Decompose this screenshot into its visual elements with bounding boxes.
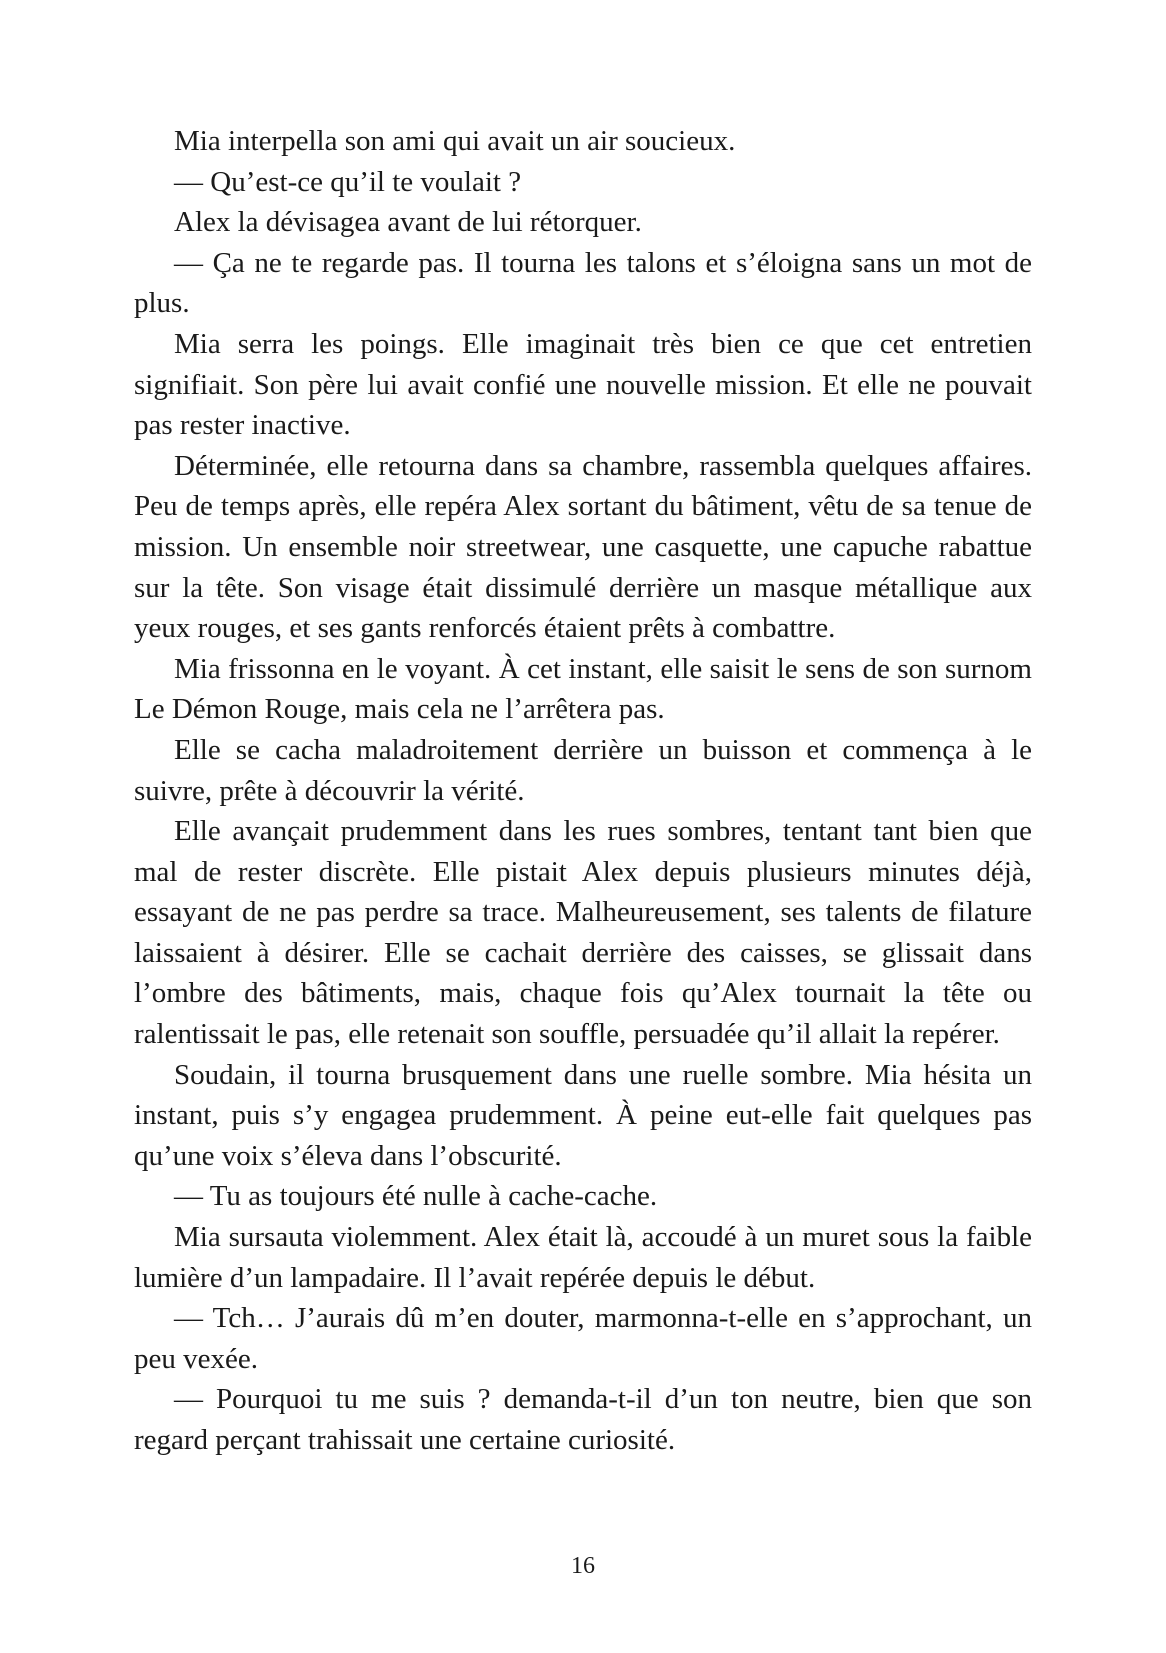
paragraph: Mia serra les poings. Elle imaginait très bien ce que cet entretien signifiait. Son père lui avait confié une nouvelle mission. Et elle ne pouvait pas rester inactive.: [134, 327, 1032, 442]
body-text: [134, 121, 1032, 1461]
paragraph: Soudain, il tourna brusquement dans une ruelle sombre. Mia hésita un instant, puis s’y engagea prudemment. À peine eut-elle fait quelques pas qu’une voix s’éleva dans l’obscurité.: [134, 1058, 1032, 1172]
paragraph: — Tch… J’aurais dû m’en douter, marmonna-t-elle en s’approchant, un peu vexée.: [134, 1302, 1032, 1375]
paragraph: — Qu’est-ce qu’il te voulait ?: [174, 165, 522, 198]
paragraph: Elle avançait prudemment dans les rues sombres, tentant tant bien que mal de rester discrète. Elle pistait Alex depuis plusieurs minutes déjà, essayant de ne pas perdre sa trace. Malheureusement, ses talents de filature laissaient à désirer. Elle se cachait derrière des caisses, se glissait dans l’ombre des bâtiments, mais, chaque fois qu’Alex tournait la tête ou ralentissait le pas, elle retenait son souffle, persuadée qu’il allait la repérer.: [134, 815, 1032, 1051]
paragraph: Mia sursauta violemment. Alex était là, accoudé à un muret sous la faible lumière d’un lampadaire. Il l’avait repérée depuis le début.: [134, 1221, 1032, 1294]
paragraph: Alex la dévisagea avant de lui rétorquer.: [174, 206, 642, 239]
paragraph: — Ça ne te regarde pas. Il tourna les talons et s’éloigna sans un mot de plus.: [134, 246, 1032, 320]
page-number: 16: [571, 1553, 595, 1579]
paragraph: Elle se cacha maladroitement derrière un buisson et commença à le suivre, prête à découvrir la vérité.: [134, 733, 1032, 807]
paragraph: Mia frissonna en le voyant. À cet instant, elle saisit le sens de son surnom Le Démon Rouge, mais cela ne l’arrêtera pas.: [134, 652, 1032, 726]
paragraph: Déterminée, elle retourna dans sa chambre, rassembla quelques affaires. Peu de temps après, elle repéra Alex sortant du bâtiment, vêtu de sa tenue de mission. Un ensemble noir streetwear, une casquette, une capuche rabattue sur la tête. Son visage était dissimulé derrière un masque métallique aux yeux rouges, et ses gants renforcés étaient prêts à combattre.: [134, 449, 1032, 645]
paragraph: — Tu as toujours été nulle à cache-cache.: [174, 1180, 658, 1213]
paragraph: — Pourquoi tu me suis ? demanda-t-il d’un ton neutre, bien que son regard perçant trahissait une certaine curiosité.: [134, 1383, 1032, 1456]
paragraph: Mia interpella son ami qui avait un air soucieux.: [174, 125, 736, 157]
